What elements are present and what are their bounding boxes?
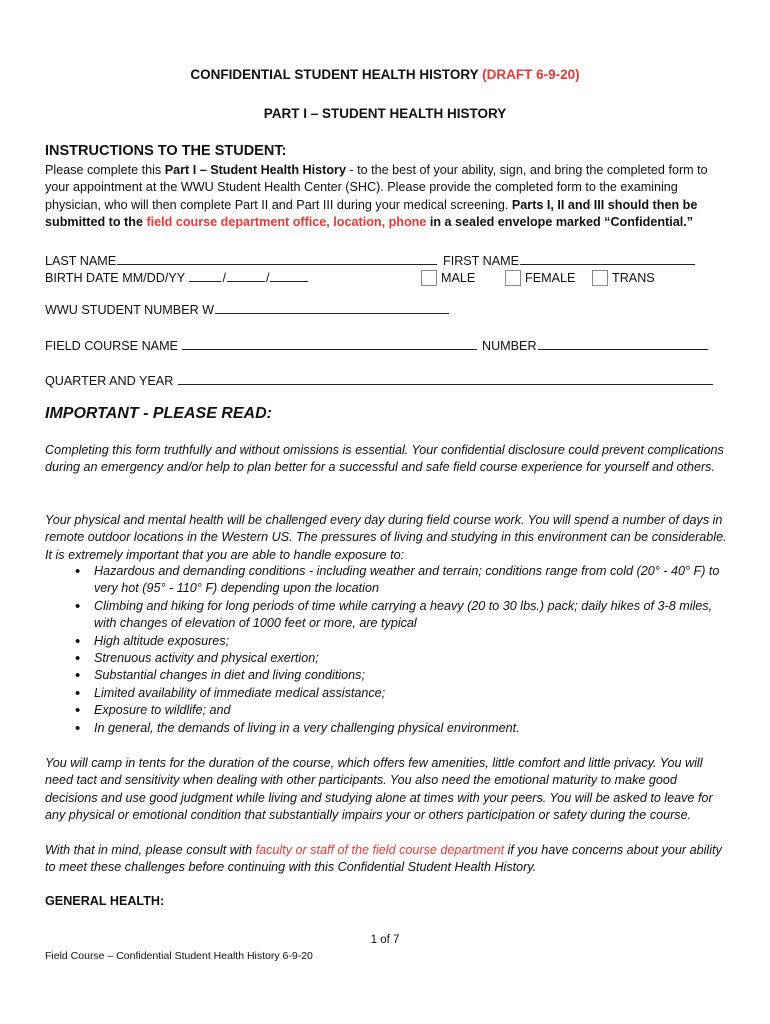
student-number-row xyxy=(45,302,450,319)
instructions-part-name: Part I – Student Health History xyxy=(164,163,346,177)
instructions-text-1: Please complete this xyxy=(45,163,165,177)
instructions-heading: INSTRUCTIONS TO THE STUDENT: xyxy=(45,143,287,159)
part-title: PART I – STUDENT HEALTH HISTORY xyxy=(263,106,507,121)
trans-checkbox[interactable] xyxy=(592,270,608,286)
list-item: • High altitude exposures; xyxy=(45,633,727,650)
number-input[interactable] xyxy=(538,338,708,350)
male-checkbox[interactable] xyxy=(421,270,437,286)
birth-date-label: BIRTH DATE MM/DD/YY xyxy=(45,271,185,285)
student-number-input[interactable] xyxy=(215,302,449,314)
female-checkbox[interactable] xyxy=(505,270,521,286)
field-course-name-label: FIELD COURSE NAME xyxy=(45,339,178,353)
date-slash: / xyxy=(222,271,226,285)
field-course-name-input[interactable] xyxy=(182,338,477,350)
list-item: • Limited availability of immediate medical assistance; xyxy=(45,685,727,702)
footer-note: Field Course – Confidential Student Health History 6-9-20 xyxy=(45,950,313,962)
quarter-year-row xyxy=(45,373,714,390)
consult-text-2: if you have concerns about your ability to meet these challenges before continuing with this Confidential Student Health History. xyxy=(45,843,722,875)
female-label: FEMALE xyxy=(525,271,576,285)
draft-label: (DRAFT 6-9-20) xyxy=(482,67,580,82)
last-name-input[interactable] xyxy=(117,253,437,265)
student-number-label: WWU STUDENT NUMBER W xyxy=(45,303,215,317)
exposure-list xyxy=(45,563,727,737)
important-paragraph-4 xyxy=(45,842,727,877)
list-item: • Hazardous and demanding conditions - including weather and terrain; conditions range from cold (20° - 40° F) to very hot (95° - 110° F) depending upon the location xyxy=(45,563,727,598)
birth-year-input[interactable] xyxy=(270,270,308,282)
birth-date-row xyxy=(45,270,309,287)
important-paragraph-3: You will camp in tents for the duration of the course, which offers few amenities, little comfort and little privacy. You will need tact and sensitivity when dealing with other participants. You also need the emotional maturity to make good decisions and use good judgment while living and studying alone at times with your peers. You will be asked to leave for any physical or emotional condition that substantially impairs your or others participation or safety during the course. xyxy=(45,756,713,823)
instructions-envelope: in a sealed envelope marked “Confidential.” xyxy=(426,215,694,230)
date-slash: / xyxy=(265,271,270,285)
last-name-label: LAST NAME xyxy=(45,254,117,268)
important-paragraph-2: Your physical and mental health will be challenged every day during field course work. You will spend a number of days in remote outdoor locations in the Western US. The pressures of living and studying in this environment can be considerable. It is extremely important that you are able to handle exposure to: xyxy=(45,513,727,562)
instructions-text-2: - to the best of your ability, sign, and bring the completed form to your appointment at the WWU Student Health Center (SHC). Please provide the completed form to the examining physician, who will then complete Part II and Part III during your medical screening. xyxy=(45,163,708,212)
first-name-input[interactable] xyxy=(520,253,695,265)
instructions-paragraph xyxy=(45,162,727,232)
consult-faculty: faculty or staff of the field course department xyxy=(255,843,505,857)
general-health-heading: GENERAL HEALTH: xyxy=(45,894,165,908)
number-label: NUMBER xyxy=(481,339,537,353)
birth-day-input[interactable] xyxy=(227,270,265,282)
trans-label: TRANS xyxy=(612,271,655,285)
instructions-office: field course department office, location, phone xyxy=(146,215,427,230)
list-item: • Climbing and hiking for long periods of time while carrying a heavy (20 to 30 lbs.) pack; daily hikes of 3-8 miles, with changes of elevation of 1000 feet or more, are typical xyxy=(45,598,727,633)
title-text: CONFIDENTIAL STUDENT HEALTH HISTORY xyxy=(190,67,479,82)
list-item: • In general, the demands of living in a very challenging physical environment. xyxy=(45,720,727,737)
instructions-submit: Parts I, II and III should then be submitted to the xyxy=(45,197,698,230)
quarter-year-label: QUARTER AND YEAR xyxy=(45,374,174,388)
document-title xyxy=(0,67,770,82)
important-paragraph-1: Completing this form truthfully and without omissions is essential. Your confidential disclosure could prevent complications during an emergency and/or help to plan better for a successful and safe field course experience for yourself and others. xyxy=(45,443,724,475)
male-label: MALE xyxy=(441,271,476,285)
birth-month-input[interactable] xyxy=(189,270,221,282)
consult-text-1: With that in mind, please consult with xyxy=(45,843,256,857)
list-item: • Strenuous activity and physical exertion; xyxy=(45,650,727,667)
first-name-label: FIRST NAME xyxy=(443,254,520,268)
first-name-row xyxy=(443,253,696,270)
field-course-row xyxy=(45,338,709,355)
quarter-year-input[interactable] xyxy=(178,373,713,385)
important-heading: IMPORTANT - PLEASE READ: xyxy=(45,405,272,422)
list-item: • Substantial changes in diet and living conditions; xyxy=(45,667,727,684)
page-number: 1 of 7 xyxy=(370,934,400,946)
list-item: • Exposure to wildlife; and xyxy=(45,702,727,719)
last-name-row xyxy=(45,253,438,270)
